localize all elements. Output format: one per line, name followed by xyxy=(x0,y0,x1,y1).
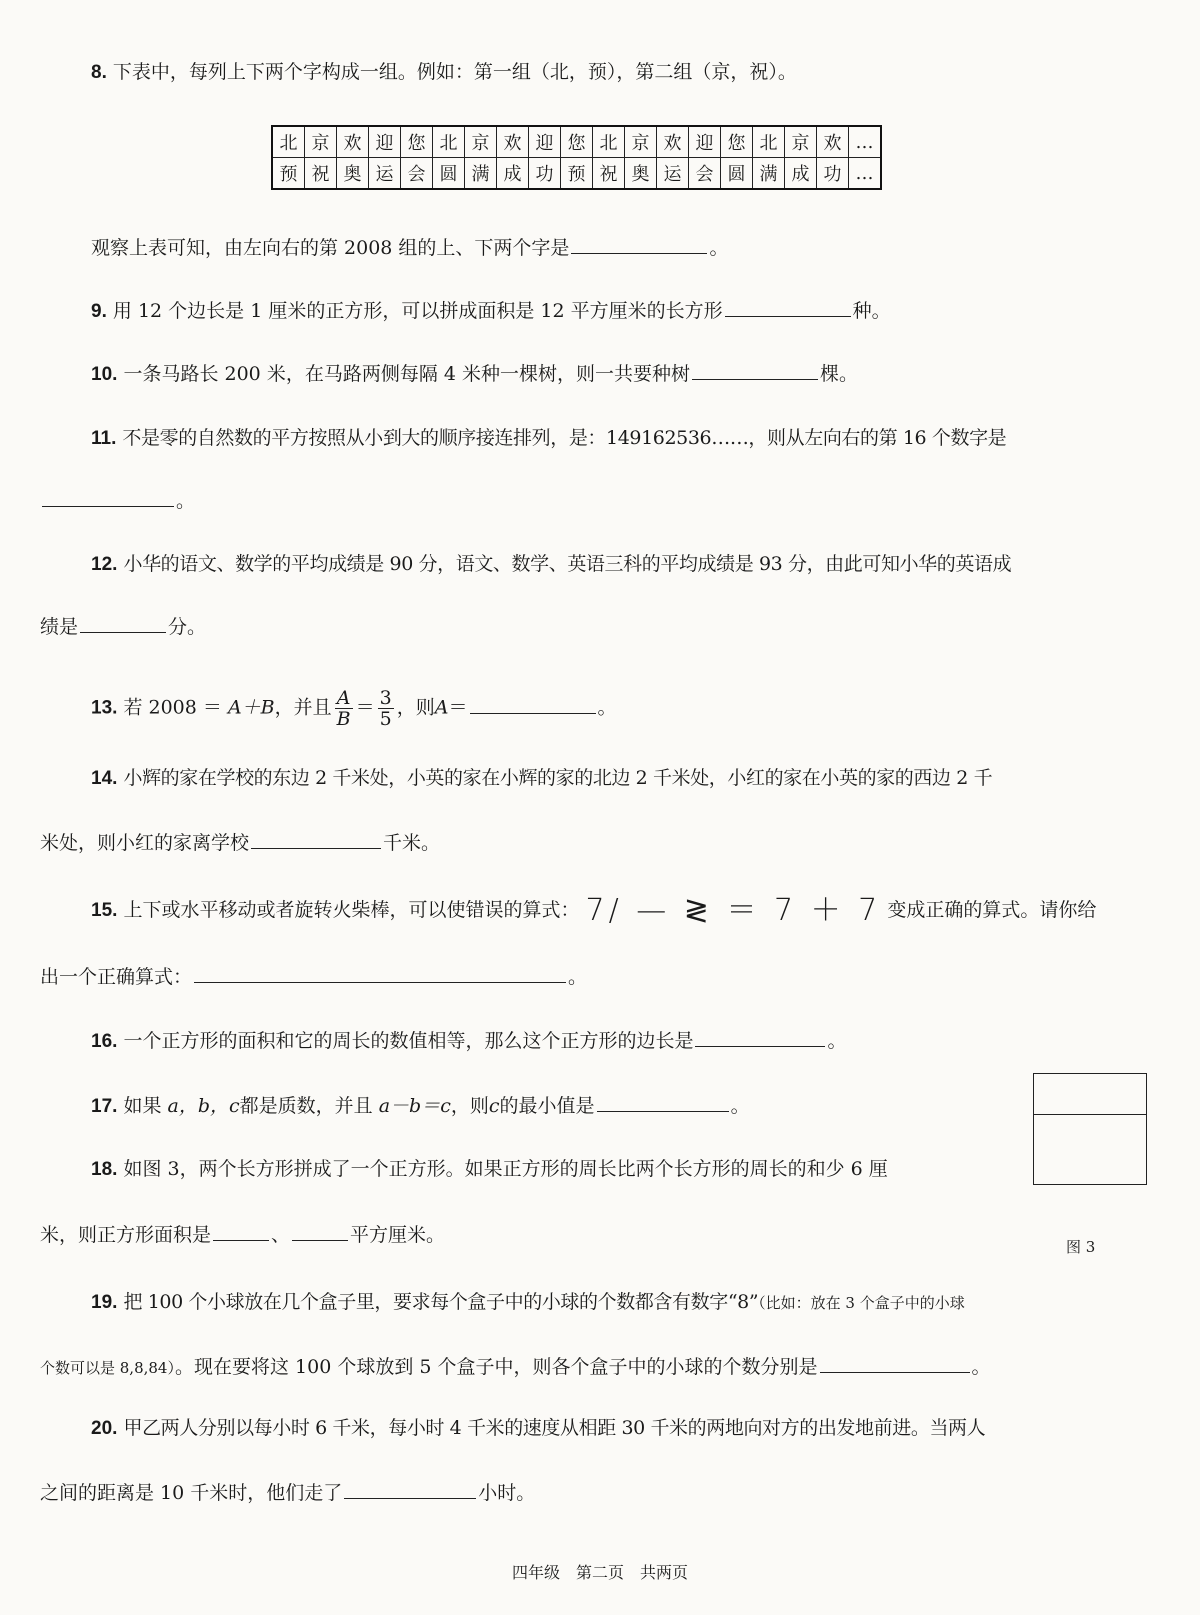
question-11-answer xyxy=(40,486,195,515)
table-cell: 欢 xyxy=(657,126,689,158)
question-text: 小华的语文、数学的平均成绩是 90 分，语文、数学、英语三科的平均成绩是 93 分，由此可知小华的英语成 xyxy=(123,553,1012,575)
table-cell: 迎 xyxy=(689,126,721,158)
punct: 小时。 xyxy=(478,1482,536,1504)
table-cell: 功 xyxy=(817,158,849,190)
question-12-cont xyxy=(40,612,206,641)
question-text: 下表中，每列上下两个字构成一组。例如：第一组（北，预），第二组（京，祝）。 xyxy=(112,61,797,83)
question-10 xyxy=(91,359,858,389)
table-cell: 功 xyxy=(529,158,561,190)
table-cell: 预 xyxy=(561,158,593,190)
question-text: 绩是 xyxy=(40,616,79,638)
question-text: 观察上表可知，由左向右的第 2008 组的上、下两个字是 xyxy=(91,237,570,259)
table-cell: 会 xyxy=(689,158,721,190)
punct: 。 xyxy=(568,966,588,988)
question-number: 17. xyxy=(91,1096,118,1117)
table-cell: 欢 xyxy=(817,126,849,158)
question-13 xyxy=(91,688,617,729)
figure-3-label: 图 3 xyxy=(1066,1238,1096,1256)
punct: 棵。 xyxy=(819,363,858,385)
equals-sign: ＝ xyxy=(355,696,375,719)
question-number: 12. xyxy=(91,554,118,575)
punct: 、 xyxy=(271,1224,291,1246)
question-8 xyxy=(91,58,797,87)
fraction-three-fifths xyxy=(378,688,394,729)
question-12 xyxy=(91,550,1011,579)
character-table xyxy=(271,125,882,190)
numerator: 3 xyxy=(379,687,392,709)
table-cell: 您 xyxy=(561,126,593,158)
table-cell: 满 xyxy=(465,158,497,190)
question-text: 。现在要将这 100 个球放到 5 个盒子中，则各个盒子中的小球的个数分别是 xyxy=(174,1356,818,1378)
punct: 分。 xyxy=(168,616,207,638)
table-row-top xyxy=(272,126,881,158)
question-number: 18. xyxy=(91,1159,118,1180)
equals-sign: ＝ xyxy=(448,696,468,719)
answer-blank[interactable] xyxy=(725,296,851,317)
answer-blank[interactable] xyxy=(597,1091,729,1112)
answer-blank[interactable] xyxy=(692,359,818,380)
question-number: 9. xyxy=(91,301,107,322)
question-number: 13. xyxy=(91,697,118,719)
table-cell: 运 xyxy=(369,158,401,190)
question-text: 米，则正方形面积是 xyxy=(40,1224,212,1246)
question-20 xyxy=(91,1414,985,1443)
question-text: 把 100 个小球放在几个盒子里，要求每个盒子中的小球的个数都含有数字“8” xyxy=(123,1291,759,1313)
matchstick-equation: 7/ — ≷ ＝ 7 ＋ 7 xyxy=(585,893,882,928)
table-cell: 欢 xyxy=(337,126,369,158)
punct: 。 xyxy=(730,1095,750,1117)
question-text: 小辉的家在学校的东边 2 千米处，小英的家在小辉的家的北边 2 千米处，小红的家在小英的家的西边 2 千 xyxy=(123,767,993,789)
denominator: 5 xyxy=(379,708,392,730)
question-number: 15. xyxy=(91,900,118,921)
question-text: 变成正确的算式。请你给 xyxy=(887,899,1097,921)
question-text: 如图 3，两个长方形拼成了一个正方形。如果正方形的周长比两个长方形的周长的和少 6 厘 xyxy=(123,1158,888,1180)
question-number: 14. xyxy=(91,768,118,789)
table-cell: 京 xyxy=(785,126,817,158)
table-cell: 北 xyxy=(272,126,305,158)
question-19 xyxy=(91,1288,965,1317)
note-text: 个数可以是 8,8,84） xyxy=(40,1359,175,1377)
table-cell: 迎 xyxy=(369,126,401,158)
question-text: 一个正方形的面积和它的周长的数值相等，那么这个正方形的边长是 xyxy=(123,1030,694,1052)
table-cell: 京 xyxy=(625,126,657,158)
question-17 xyxy=(91,1091,750,1121)
question-number: 11. xyxy=(91,428,117,449)
table-cell: 京 xyxy=(305,126,337,158)
table-cell: 京 xyxy=(465,126,497,158)
math-expression: a－b＝c xyxy=(378,1095,451,1117)
question-11 xyxy=(91,424,1006,453)
question-15 xyxy=(91,893,1097,928)
note-text: （比如：放在 3 个盒子中的小球 xyxy=(758,1294,965,1312)
table-cell: 奥 xyxy=(337,158,369,190)
question-text: 出一个正确算式： xyxy=(40,966,193,988)
punct: 。 xyxy=(709,237,729,259)
question-text: 如果 xyxy=(123,1095,162,1117)
answer-blank[interactable] xyxy=(470,693,596,714)
table-cell: 祝 xyxy=(305,158,337,190)
question-number: 8. xyxy=(91,62,107,83)
table-cell: 迎 xyxy=(529,126,561,158)
table-cell: 运 xyxy=(657,158,689,190)
page-footer: 四年级 第二页 共两页 xyxy=(511,1563,688,1582)
table-cell: 圆 xyxy=(433,158,465,190)
punct: 种。 xyxy=(852,300,891,322)
question-text: 若 2008 ＝ xyxy=(123,696,222,719)
question-20-cont xyxy=(40,1478,535,1507)
question-14 xyxy=(91,764,992,793)
question-9 xyxy=(91,296,891,326)
question-text: 甲乙两人分别以每小时 6 千米，每小时 4 千米的速度从相距 30 千米的两地向对方的出发地前进。当两人 xyxy=(123,1417,986,1439)
question-text: ，则 xyxy=(396,696,435,719)
denominator: B xyxy=(336,708,351,730)
answer-blank[interactable] xyxy=(820,1352,970,1373)
question-number: 16. xyxy=(91,1031,118,1052)
question-15-cont xyxy=(40,962,587,991)
question-text: 米处，则小红的家离学校 xyxy=(40,832,250,854)
table-row-bottom xyxy=(272,158,881,190)
table-cell: 祝 xyxy=(593,158,625,190)
table-cell: 预 xyxy=(272,158,305,190)
fraction-a-over-b xyxy=(335,688,353,729)
punct: 。 xyxy=(597,696,617,719)
answer-blank[interactable] xyxy=(695,1026,825,1047)
question-text: 一条马路长 200 米，在马路两侧每隔 4 米种一棵树，则一共要种树 xyxy=(123,363,690,385)
answer-blank[interactable] xyxy=(251,828,381,849)
table-cell: … xyxy=(849,126,882,158)
question-16 xyxy=(91,1026,847,1056)
question-18-cont xyxy=(40,1220,445,1249)
question-text: 之间的距离是 10 千米时，他们走了 xyxy=(40,1482,343,1504)
table-cell: 满 xyxy=(753,158,785,190)
table-cell: 成 xyxy=(497,158,529,190)
numerator: A xyxy=(335,688,353,709)
question-8-ask xyxy=(91,233,728,262)
question-number: 19. xyxy=(91,1292,118,1313)
punct: 。 xyxy=(827,1030,847,1052)
variable: A xyxy=(434,696,449,719)
punct: 。 xyxy=(971,1356,991,1378)
answer-blank[interactable] xyxy=(80,612,166,633)
question-text: 的最小值是 xyxy=(499,1095,595,1117)
question-text: 用 12 个边长是 1 厘米的正方形，可以拼成面积是 12 平方厘米的长方形 xyxy=(112,300,723,322)
answer-blank[interactable] xyxy=(292,1220,348,1241)
question-14-cont xyxy=(40,828,440,857)
table-cell: 会 xyxy=(401,158,433,190)
table-cell: 欢 xyxy=(497,126,529,158)
answer-blank[interactable] xyxy=(194,962,566,983)
table-cell: 圆 xyxy=(721,158,753,190)
table-cell: 奥 xyxy=(625,158,657,190)
table-cell: 北 xyxy=(753,126,785,158)
table-cell: 成 xyxy=(785,158,817,190)
punct: 千米。 xyxy=(383,832,441,854)
variables: a，b，c xyxy=(167,1095,240,1117)
question-number: 10. xyxy=(91,364,118,385)
question-text: 不是零的自然数的平方按照从小到大的顺序接连排列，是：149162536……，则从左向右的第 16 个数字是 xyxy=(122,427,1007,449)
table-cell: … xyxy=(849,158,882,190)
question-number: 20. xyxy=(91,1418,118,1439)
question-text: ，则 xyxy=(450,1095,489,1117)
question-text: 都是质数，并且 xyxy=(239,1095,373,1117)
table-cell: 北 xyxy=(433,126,465,158)
question-18 xyxy=(91,1155,888,1184)
question-19-cont xyxy=(40,1352,991,1382)
answer-blank[interactable] xyxy=(42,486,174,507)
table-cell: 北 xyxy=(593,126,625,158)
table-cell: 您 xyxy=(401,126,433,158)
question-text: ，并且 xyxy=(274,696,332,719)
answer-blank[interactable] xyxy=(571,233,707,254)
variable: c xyxy=(488,1095,500,1117)
answer-blank[interactable] xyxy=(213,1220,269,1241)
answer-blank[interactable] xyxy=(344,1478,476,1499)
punct: 平方厘米。 xyxy=(350,1224,446,1246)
table-cell: 您 xyxy=(721,126,753,158)
math-expression: A＋B xyxy=(227,696,275,719)
figure-3-divider xyxy=(1034,1114,1146,1115)
question-text: 上下或水平移动或者旋转火柴棒，可以使错误的算式： xyxy=(123,899,580,921)
figure-3-square xyxy=(1033,1073,1147,1185)
punct: 。 xyxy=(176,490,196,512)
